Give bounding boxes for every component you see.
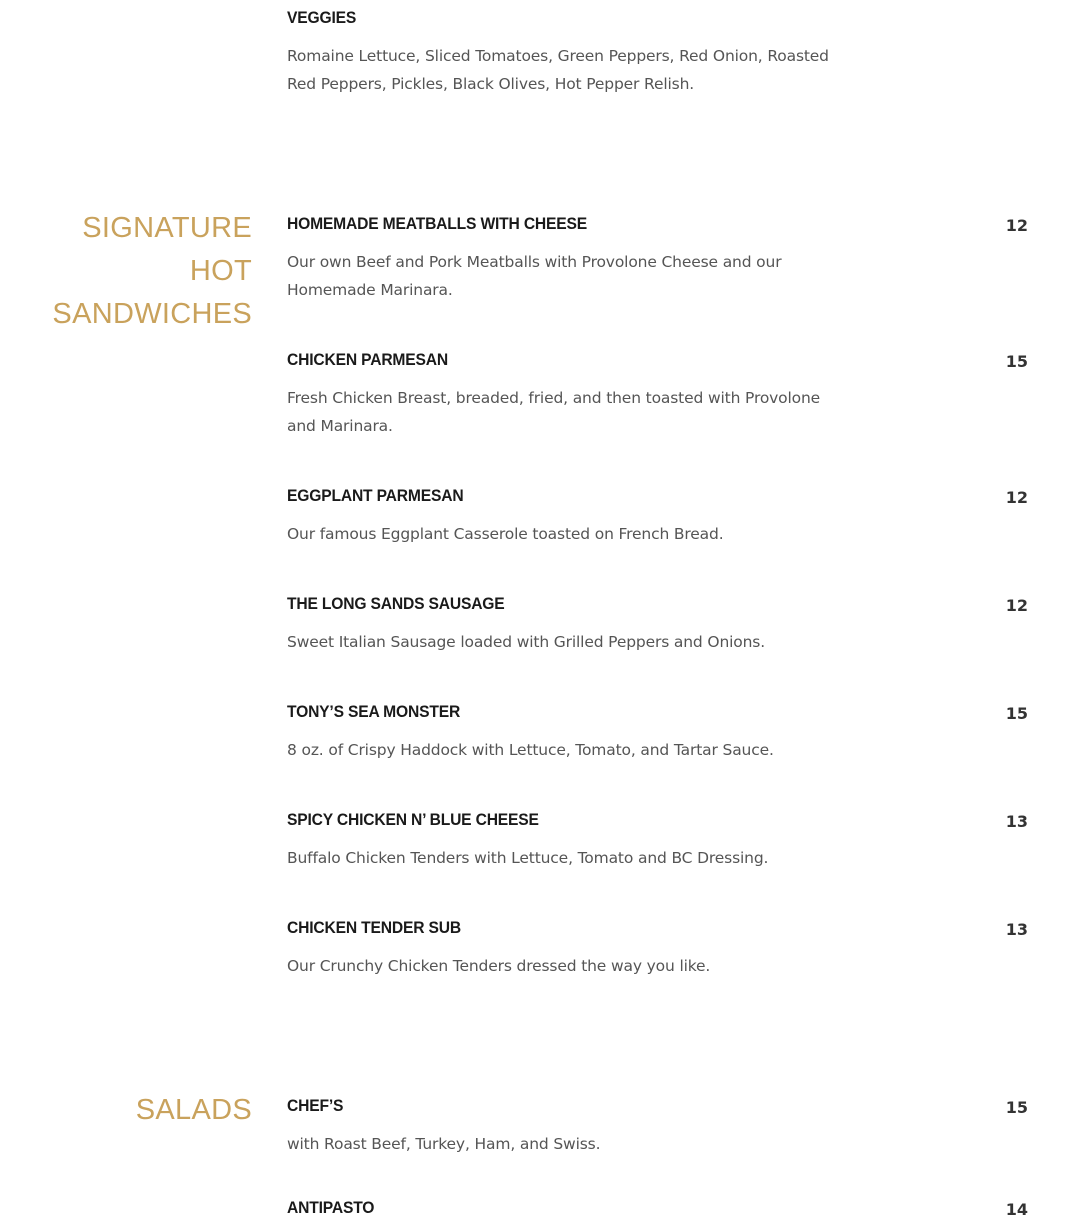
menu-item-name: CHICKEN PARMESAN: [287, 350, 448, 369]
menu-item-name: CHEF’S: [287, 1096, 344, 1115]
menu-item-description: Sweet Italian Sausage loaded with Grilled Peppers and Onions.: [287, 633, 765, 651]
menu-item-price: 15: [1005, 1098, 1028, 1117]
menu-item-description: Our own Beef and Pork Meatballs with Provolone Cheese and our Homemade Marinara.: [287, 253, 782, 299]
menu-item-price: 12: [1005, 488, 1028, 507]
menu-item-name: CHICKEN TENDER SUB: [287, 918, 461, 937]
menu-item-description: 8 oz. of Crispy Haddock with Lettuce, Tomato, and Tartar Sauce.: [287, 741, 774, 759]
menu-item-price: 13: [1005, 812, 1028, 831]
menu-item-price: 14: [1005, 1200, 1028, 1219]
menu-item-description: Romaine Lettuce, Sliced Tomatoes, Green Peppers, Red Onion, Roasted Red Peppers, Pickles, Black Olives, Hot Pepper Relish.: [287, 47, 829, 93]
menu-item-name: VEGGIES: [287, 8, 357, 27]
menu-item-name: SPICY CHICKEN N’ BLUE CHEESE: [287, 810, 539, 829]
menu-item-description: Fresh Chicken Breast, breaded, fried, and then toasted with Provolone and Marinara.: [287, 389, 821, 435]
menu-item-description: Our Crunchy Chicken Tenders dressed the way you like.: [287, 957, 711, 975]
menu-item-description: Buffalo Chicken Tenders with Lettuce, Tomato and BC Dressing.: [287, 849, 769, 867]
menu-item-name: THE LONG SANDS SAUSAGE: [287, 594, 505, 613]
menu-item-name: ANTIPASTO: [287, 1198, 375, 1217]
menu-item-price: 13: [1005, 920, 1028, 939]
menu-item-name: HOMEMADE MEATBALLS WITH CHEESE: [287, 214, 588, 233]
menu-item-description: Our famous Eggplant Casserole toasted on French Bread.: [287, 525, 724, 543]
menu-item-name: TONY’S SEA MONSTER: [287, 702, 461, 721]
menu-item-price: 15: [1005, 704, 1028, 723]
menu-item-name: EGGPLANT PARMESAN: [287, 486, 464, 505]
menu-item-price: 15: [1005, 352, 1028, 371]
section-title: SALADS: [135, 1094, 252, 1126]
menu-item-description: with Roast Beef, Turkey, Ham, and Swiss.: [287, 1135, 601, 1153]
menu-item-price: 12: [1005, 596, 1028, 615]
menu-item-price: 12: [1005, 216, 1028, 235]
section-title: SIGNATURE HOT SANDWICHES: [52, 212, 252, 330]
